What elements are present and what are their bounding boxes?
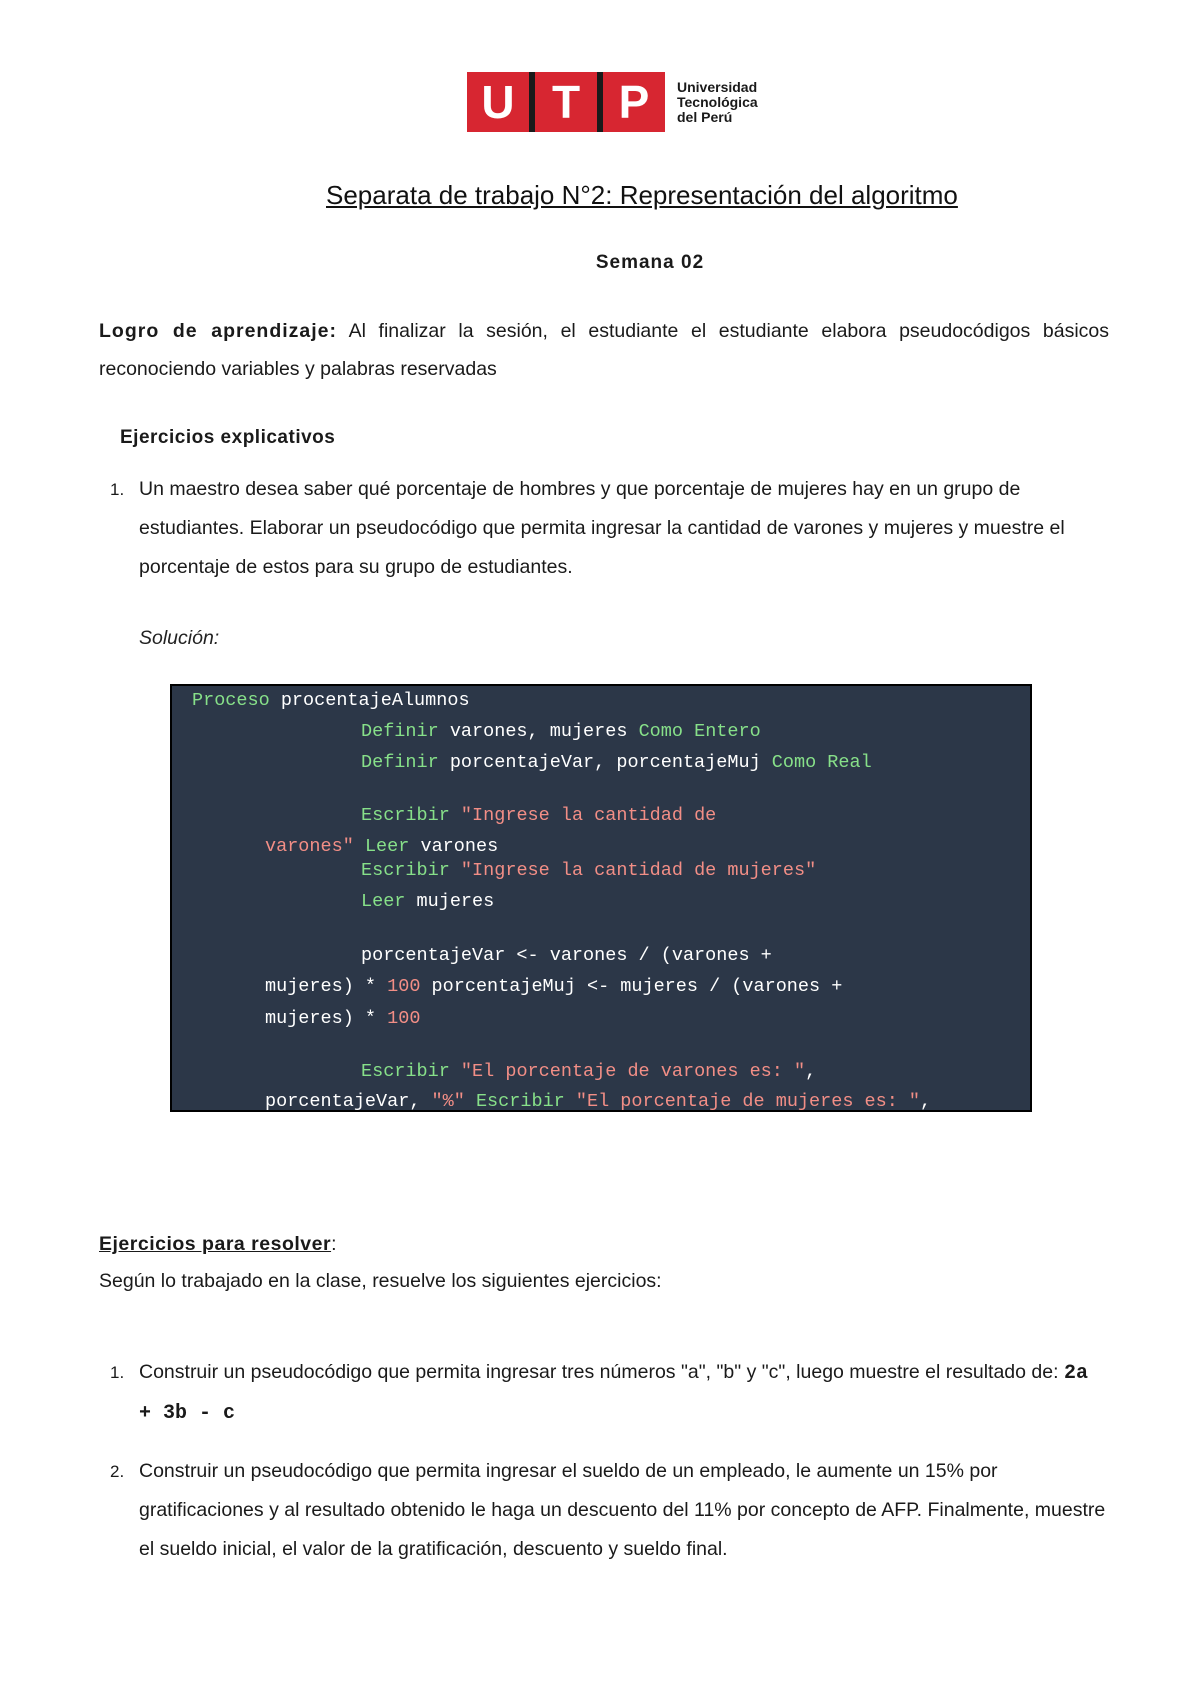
formula: 2a + 3b - c — [139, 1362, 1088, 1425]
list-number: 1. — [110, 1363, 125, 1382]
list-item-text: Construir un pseudocódigo que permita ingresar el sueldo de un empleado, le aumente un 15% por gratificaciones y al resultado obtenido le haga un descuento del 11% por concepto de AFP. Finalmente, muestre el sueldo inicial, el valor de la gratificación, descuento y sueldo final. — [139, 1460, 1106, 1560]
exercises-heading: Ejercicios para resolver: — [99, 1233, 337, 1255]
logo-letter-t: T — [535, 72, 597, 132]
list-number: 1. — [110, 480, 125, 499]
exercise-item-2 — [99, 1452, 1109, 1569]
list-number: 2. — [110, 1462, 125, 1481]
logo-letter-u: U — [467, 72, 529, 132]
learning-goal-label: Logro de aprendizaje: — [99, 320, 338, 342]
logo-letter-p: P — [603, 72, 665, 132]
exercises-intro: Según lo trabajado en la clase, resuelve los siguientes ejercicios: — [99, 1270, 662, 1292]
learning-goal-text: Al finalizar la sesión, el estudiante el estudiante elabora pseudocódigos básicos reconociendo variables y palabras reservadas — [99, 320, 1110, 380]
logo-wordmark: Universidad Tecnológica del Perú — [677, 78, 758, 125]
explanatory-item-1 — [99, 470, 1109, 587]
list-item-text: Un maestro desea saber qué porcentaje de hombres y que porcentaje de mujeres hay en un grupo de estudiantes. Elaborar un pseudocódigo que permita ingresar la cantidad de varones y mujeres y muestre el porcentaje de estos para su grupo de estudiantes. — [139, 478, 1065, 578]
explanatory-heading: Ejercicios explicativos — [120, 427, 336, 448]
utp-logo — [467, 72, 758, 132]
pseudocode-block: Proceso procentajeAlumnos Definir varones, mujeres Como Entero Definir porcentajeVar, porcentajeMuj Como Real Escribir "Ingrese la cantidad de varones" Leer varones Escribir "Ingrese la cantidad de mujeres" Leer mujeres porcentajeVar <- varones / (varones + mujeres) * 100 porcentajeMuj <- mujeres / (varones + mujeres) * 100 Escribir "El porcentaje de varones es: ", porcentajeVar, "%" Escribir "El porcentaje de mujeres es: ", — [170, 684, 1032, 1112]
week-label: Semana 02 — [595, 252, 705, 273]
exercise-item-1 — [99, 1353, 1109, 1433]
page-title: Separata de trabajo N°2: Representación del algoritmo — [326, 180, 958, 210]
solution-label: Solución: — [139, 627, 220, 649]
learning-goal — [99, 312, 1109, 388]
list-item-text: Construir un pseudocódigo que permita ingresar tres números "a", "b" y "c", luego muestre el resultado de: 2a + 3b - c — [139, 1361, 1088, 1425]
